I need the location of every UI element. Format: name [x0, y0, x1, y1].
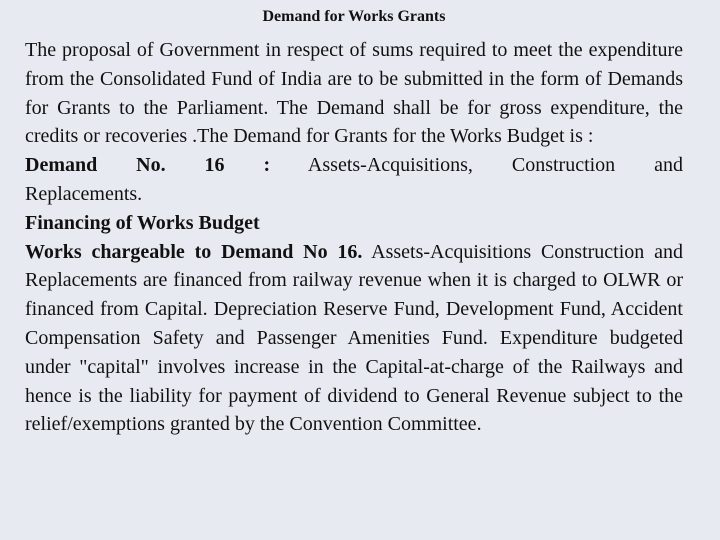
demand-text: Assets-Acquisitions, Construction and [270, 154, 683, 177]
intro-paragraph: The proposal of Government in respect of sums required to meet the expenditure from the Consolidated Fund of India are to be submitted in the form of Demands for Grants to the Parliament. The Demand shall be for gross expenditure, the credits or recoveries .The Demand for Grants for the Works Budget is : [25, 39, 683, 148]
works-text: Assets-Acquisitions Construction and Replacements are financed from railway revenue when it is charged to OLWR or financed from Capital. Depreciation Reserve Fund, Development Fund, Accident Compensation Safety and Passenger Amenities Fund. Expenditure budgeted under "capital" involves increase in the Capital-at-charge of the Railways and hence is the liability for payment of dividend to General Revenue subject to the relief/exemptions granted by the Convention Committee. [25, 240, 683, 436]
slide-body [25, 36, 683, 439]
demand-continuation: Replacements. [25, 182, 143, 205]
works-label: Works chargeable to Demand No 16. [25, 240, 363, 263]
demand-line [25, 151, 683, 180]
works-paragraph [25, 238, 683, 440]
slide-title: Demand for Works Grants [262, 8, 446, 25]
demand-label: Demand No. 16 : [25, 154, 271, 177]
financing-heading: Financing of Works Budget [25, 211, 260, 234]
